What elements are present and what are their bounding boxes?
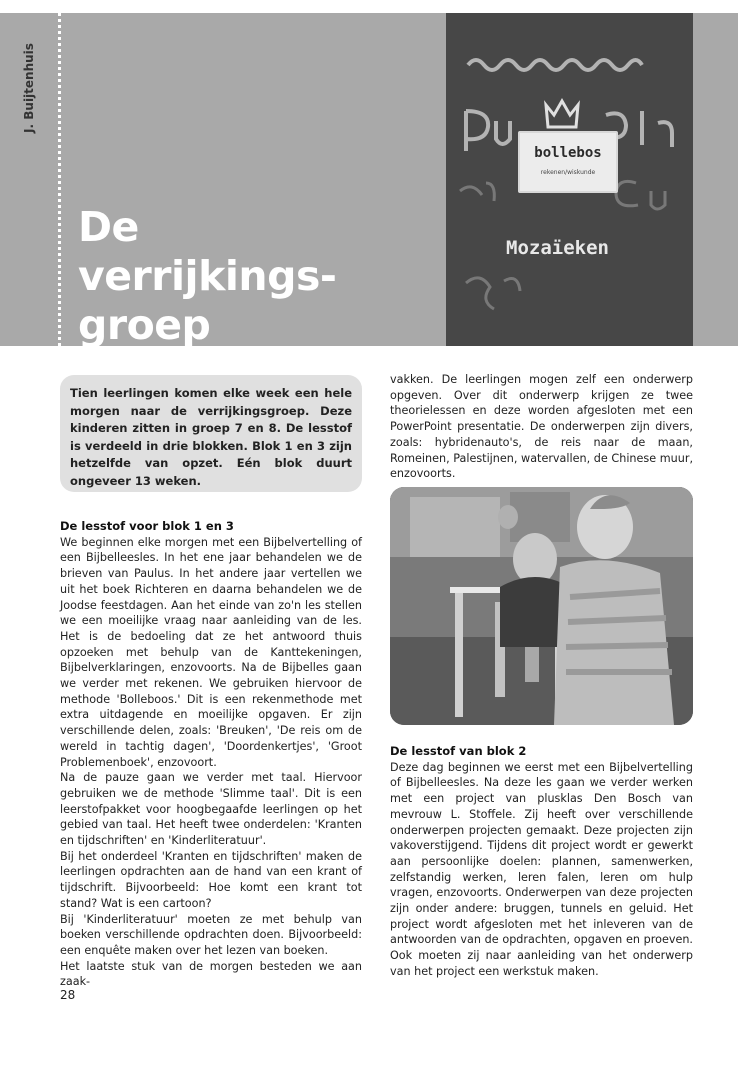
book-brand: bollebos — [534, 145, 602, 161]
section-1-paragraph-1: We beginnen elke morgen met een Bijbelvertelling of een Bijbelleesles. In het ene jaar behandelen we de brieven van Paulus. In het andere jaar vertellen we uit het boek Richteren en daarna behandelen we de Joodse feestdagen. Aan het einde van zo'n les stellen we een moeilijke vraag naar aanleiding van de les. Het is de bedoeling dat ze het antwoord thuis opzoeken met behulp van de Kanttekeningen, Bijbelverklaringen, enzovoorts. Na de Bijbelles gaan we verder met rekenen. We gebruiken hiervoor de methode 'Bolleboos.' Dit is een rekenmethode met extra uitdagende en moeilijke opgaven. Er zijn verschillende delen, zoals: 'Breuken', 'De reis om de wereld in tachtig dagen', 'Doordenkertjes', 'Groot Problemenboek', enzovoort. — [60, 535, 362, 769]
section-2-heading: De lesstof van blok 2 — [390, 744, 527, 758]
author-name: J. Buijtenhuis — [22, 43, 36, 133]
page-number: 28 — [60, 988, 76, 1002]
intro-box — [60, 375, 362, 492]
section-1-paragraph-2: Na de pauze gaan we verder met taal. Hiervoor gebruiken we de methode 'Slimme taal'. Dit is een leerstofpakket voor hoogbegaafde leerlingen op het gebied van taal. Het heeft twee onderdelen: 'Kranten en tijdschriften' en 'Kinderliteratuur'. — [60, 771, 362, 848]
section-1-heading: De lesstof voor blok 1 en 3 — [60, 519, 234, 533]
book-cover-image — [446, 13, 693, 346]
title-line-2: groep — [78, 301, 211, 349]
author-label — [22, 40, 36, 136]
book-label-box — [518, 131, 618, 193]
right-column-top — [390, 372, 693, 482]
section-1-continued: vakken. De leerlingen mogen zelf een onderwerp opgeven. Over dit onderwerp krijgen ze twee theorielessen en deze worden afgesloten met een PowerPoint presentatie. De onderwerpen zijn divers, zoals: hybridenauto's, de reis naar de maan, Romeinen, Palestijnen, watervallen, de Chinese muur, enzovoorts. — [390, 373, 693, 481]
section-1-paragraph-3: Bij het onderdeel 'Kranten en tijdschriften' maken de leerlingen opdrachten aan de hand van een krant of tijdschrift. Bijvoorbeeld: Hoe komt een krant tot stand? Wat is een cartoon? — [60, 849, 362, 910]
section-2-text: Deze dag beginnen we eerst met een Bijbelvertelling of Bijbelleesles. Na deze les gaan we verder werken met een project van plusklas Den Bosch van mevrouw L. Stoffele. Zij heeft over verschillende onderwerpen projecten gemaakt. Deze projecten zijn vakoverstijgend. Tijdens dit project wordt er gewerkt aan persoonlijke doelen: plannen, samenwerken, zelfstandig werken, leren falen, leren om hulp vragen, enzovoorts. Onderwerpen van deze projecten zijn onder andere: bruggen, tunnels en geluid. Het project wordt afgesloten met het inleveren van de antwoorden van de opdrachten, opgaven en proeven. Ook moeten zij naar aanleiding van het onderwerp van het project een werkstuk maken. — [390, 760, 693, 978]
intro-text: Tien leerlingen komen elke week een hele morgen naar de verrijkingsgroep. Deze kinderen zitten in groep 7 en 8. De lesstof is verdeeld in drie blokken. Blok 1 en 3 zijn hetzelfde van opzet. Eén blok duurt ongeveer 13 weken. — [70, 386, 352, 488]
children-building-photo — [390, 487, 693, 725]
classroom-photo — [390, 487, 693, 725]
page-title — [78, 203, 408, 350]
title-line-1: De verrijkings- — [78, 203, 337, 300]
book-title: Mozaïeken — [506, 237, 609, 259]
book-subtitle: rekenen/wiskunde — [540, 169, 596, 176]
right-column-bottom — [390, 744, 693, 980]
left-column — [60, 519, 362, 990]
dotted-divider — [58, 13, 61, 346]
section-1-paragraph-4: Bij 'Kinderliteratuur' moeten ze met behulp van boeken verschillende opdrachten doen. Bijvoorbeeld: een enquête maken over het lezen van boeken. — [60, 912, 362, 957]
section-1-paragraph-5: Het laatste stuk van de morgen besteden we aan zaak- — [60, 959, 362, 989]
